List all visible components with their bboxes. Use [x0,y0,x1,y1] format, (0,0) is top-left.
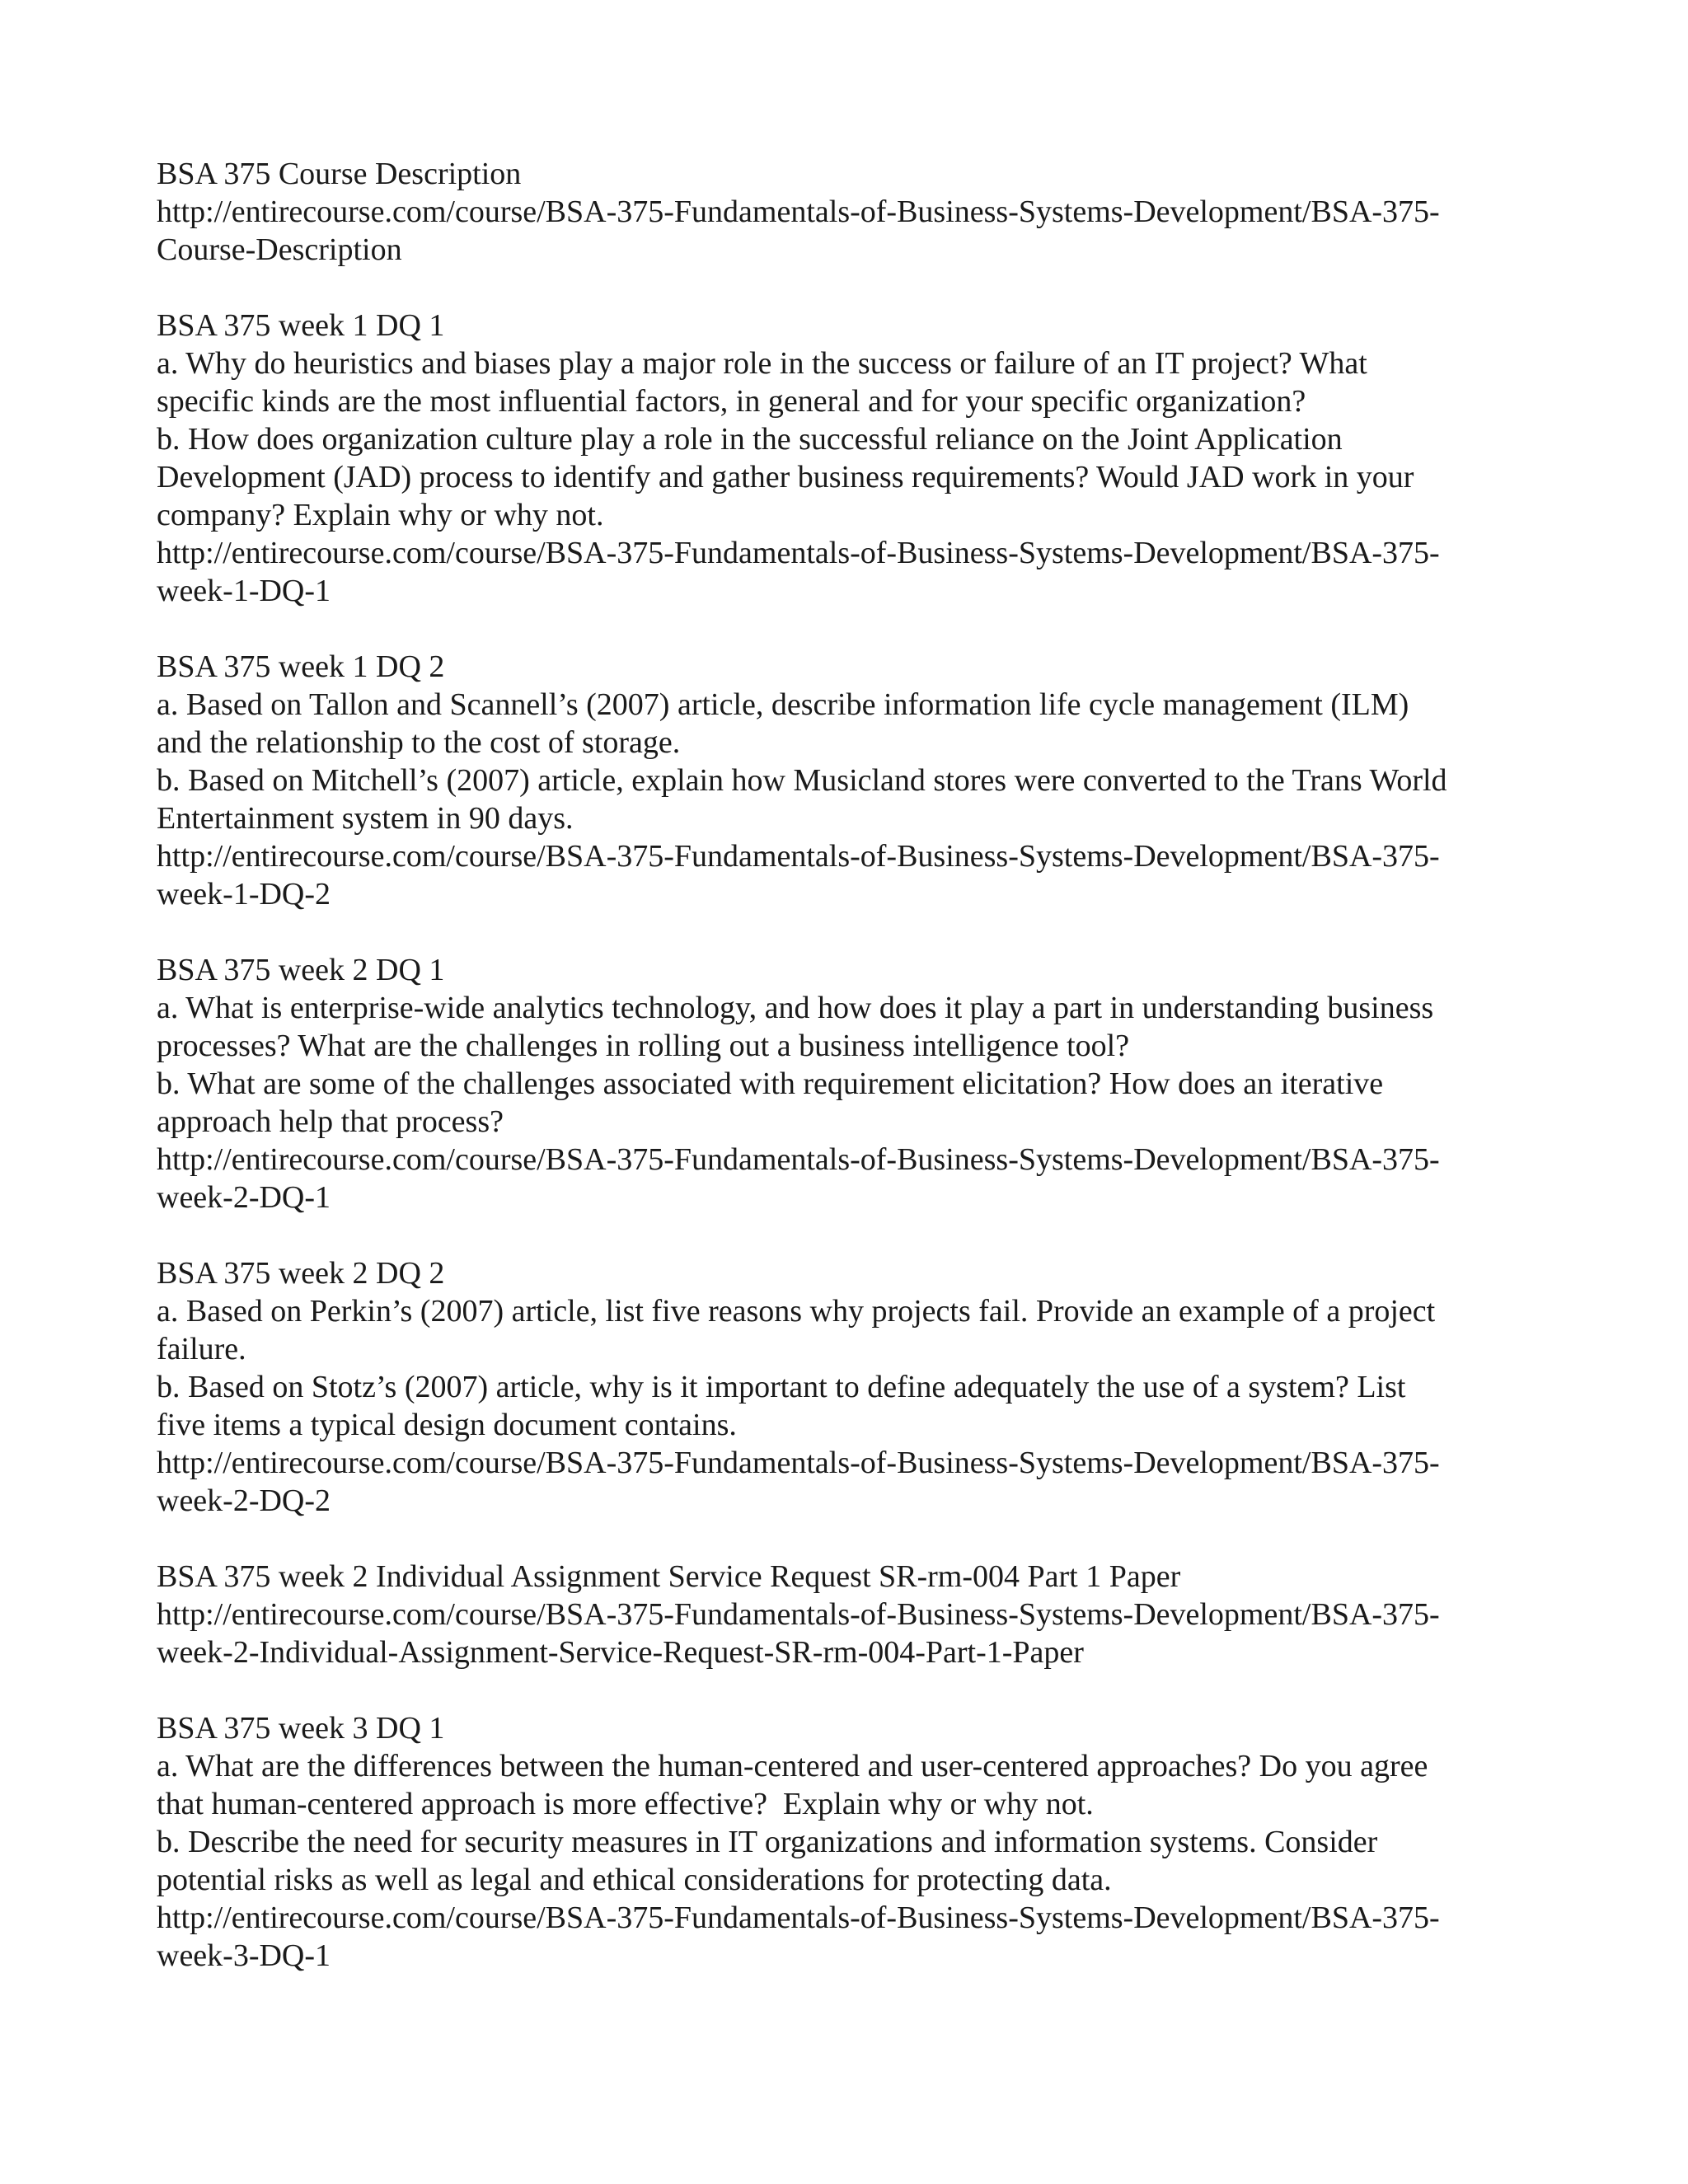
link-line[interactable]: http://entirecourse.com/course/BSA-375-Fundamentals-of-Business-Systems-Development/BSA-375- [157,1597,1440,1632]
link-line[interactable]: http://entirecourse.com/course/BSA-375-Fundamentals-of-Business-Systems-Development/BSA-375- [157,1900,1440,1935]
document-section [157,307,1541,610]
link-line[interactable]: http://entirecourse.com/course/BSA-375-Fundamentals-of-Business-Systems-Development/BSA-375- [157,1142,1440,1177]
text-line: five items a typical design document contains. [157,1408,737,1442]
link-line[interactable]: week-1-DQ-1 [157,574,331,608]
course-link[interactable] [157,1444,1541,1520]
question-paragraph [157,762,1541,837]
text-line: b. Based on Stotz’s (2007) article, why is it important to define adequately the use of a system? List [157,1370,1406,1404]
document-section [157,951,1541,1216]
section-title: BSA 375 week 2 Individual Assignment Service Request SR-rm-004 Part 1 Paper [157,1559,1181,1594]
link-line[interactable]: http://entirecourse.com/course/BSA-375-Fundamentals-of-Business-Systems-Development/BSA-375- [157,536,1440,570]
link-line[interactable]: Course-Description [157,232,402,267]
text-line: company? Explain why or why not. [157,498,604,532]
text-line: a. Based on Tallon and Scannell’s (2007) article, describe information life cycle management (ILM) [157,687,1409,722]
link-line[interactable]: week-2-Individual-Assignment-Service-Request-SR-rm-004-Part-1-Paper [157,1635,1084,1670]
text-line: b. What are some of the challenges associated with requirement elicitation? How does an iterative [157,1066,1384,1101]
text-line: a. What is enterprise-wide analytics technology, and how does it play a part in understanding business [157,991,1434,1025]
question-paragraph [157,1823,1541,1899]
link-line[interactable]: week-3-DQ-1 [157,1938,331,1973]
course-link[interactable] [157,837,1541,913]
link-line[interactable]: http://entirecourse.com/course/BSA-375-Fundamentals-of-Business-Systems-Development/BSA-375- [157,1446,1440,1480]
section-title: BSA 375 week 1 DQ 1 [157,308,445,343]
document-section [157,155,1541,269]
text-line: specific kinds are the most influential factors, in general and for your specific organization? [157,384,1306,419]
document-section [157,1558,1541,1671]
text-line: a. Based on Perkin’s (2007) article, list five reasons why projects fail. Provide an example of a project [157,1294,1436,1329]
question-paragraph [157,1747,1541,1823]
text-line: and the relationship to the cost of storage. [157,725,681,760]
text-line: a. Why do heuristics and biases play a major role in the success or failure of an IT project? What [157,346,1367,381]
text-line: approach help that process? [157,1104,504,1139]
question-paragraph [157,1292,1541,1368]
link-line[interactable]: week-2-DQ-1 [157,1180,331,1215]
link-line[interactable]: http://entirecourse.com/course/BSA-375-Fundamentals-of-Business-Systems-Development/BSA-375- [157,839,1440,874]
text-line: b. Describe the need for security measures in IT organizations and information systems. Consider [157,1825,1378,1859]
text-line: that human-centered approach is more effective? Explain why or why not. [157,1787,1094,1821]
question-paragraph [157,344,1541,420]
text-line: failure. [157,1332,246,1366]
text-line: b. Based on Mitchell’s (2007) article, explain how Musicland stores were converted to the Trans World [157,763,1447,798]
section-title: BSA 375 week 2 DQ 2 [157,1256,445,1291]
text-line: b. How does organization culture play a role in the successful reliance on the Joint Application [157,422,1343,457]
text-line: Entertainment system in 90 days. [157,801,574,836]
document-content [157,155,1541,2013]
text-line: processes? What are the challenges in rolling out a business intelligence tool? [157,1029,1130,1063]
document-section [157,1709,1541,1975]
question-paragraph [157,420,1541,534]
text-line: a. What are the differences between the human-centered and user-centered approaches? Do you agree [157,1749,1428,1783]
course-link[interactable] [157,1899,1541,1975]
section-title: BSA 375 week 2 DQ 1 [157,953,445,987]
link-line[interactable]: http://entirecourse.com/course/BSA-375-Fundamentals-of-Business-Systems-Development/BSA-375- [157,194,1440,229]
question-paragraph [157,686,1541,762]
question-paragraph [157,1368,1541,1444]
section-title: BSA 375 Course Description [157,157,522,191]
course-link[interactable] [157,1141,1541,1216]
section-title: BSA 375 week 3 DQ 1 [157,1711,445,1746]
course-link[interactable] [157,193,1541,269]
document-section [157,1254,1541,1520]
question-paragraph [157,1065,1541,1141]
course-link[interactable] [157,1596,1541,1671]
question-paragraph [157,989,1541,1065]
text-line: Development (JAD) process to identify and gather business requirements? Would JAD work in your [157,460,1414,494]
link-line[interactable]: week-1-DQ-2 [157,877,331,912]
course-link[interactable] [157,534,1541,610]
link-line[interactable]: week-2-DQ-2 [157,1483,331,1518]
text-line: potential risks as well as legal and ethical considerations for protecting data. [157,1863,1112,1897]
document-section [157,648,1541,913]
section-title: BSA 375 week 1 DQ 2 [157,649,445,684]
